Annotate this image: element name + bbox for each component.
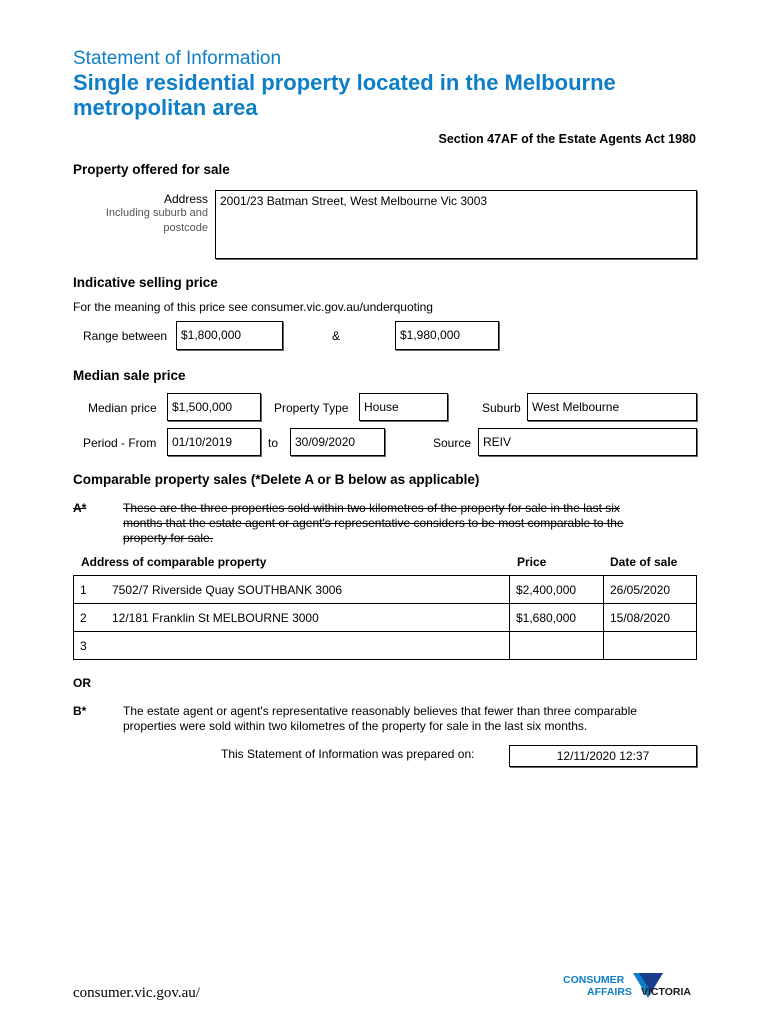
comparable-heading: Comparable property sales (*Delete A or B below as applicable) (73, 472, 480, 487)
comparable-address: 12/181 Franklin St MELBOURNE 3000 (112, 610, 319, 625)
comparable-address-cell[interactable] (74, 576, 510, 604)
table-row (74, 576, 697, 604)
option-a-line-2: months that the estate agent or agent's representative considers to be most comparable to the (123, 516, 624, 530)
address-hint-1: Including suburb and (105, 207, 208, 219)
address-hint-2: postcode (163, 222, 208, 234)
property-heading: Property offered for sale (73, 162, 230, 177)
price-low-field[interactable]: $1,800,000 (176, 321, 283, 350)
property-type-field[interactable]: House (359, 393, 448, 421)
logo-line-2: AFFAIRS (587, 986, 632, 998)
option-a-line-3: property for sale. (123, 531, 214, 545)
document-subtitle: Statement of Information (73, 48, 282, 69)
median-heading: Median sale price (73, 368, 186, 383)
option-b-text (123, 704, 637, 734)
table-row (74, 632, 697, 660)
consumer-affairs-victoria-logo (563, 970, 703, 1007)
period-to-field[interactable]: 30/09/2020 (290, 428, 385, 456)
comparable-sales-table (73, 575, 697, 660)
logo-line-3: VICTORIA (641, 986, 691, 998)
comparable-price-cell[interactable]: $1,680,000 (510, 604, 604, 632)
comparable-date-cell[interactable] (604, 632, 697, 660)
period-from-label: Period - From (83, 436, 157, 450)
logo-mark-icon (563, 970, 703, 1002)
row-number: 3 (80, 638, 87, 653)
comparable-price-cell[interactable]: $2,400,000 (510, 576, 604, 604)
median-price-field[interactable]: $1,500,000 (167, 393, 261, 421)
suburb-label: Suburb (482, 401, 521, 415)
prepared-on-label: This Statement of Information was prepared on: (221, 747, 475, 761)
source-label: Source (433, 436, 472, 450)
comparable-date-cell[interactable]: 15/08/2020 (604, 604, 697, 632)
document-title: Single residential property located in the Melbourne metropolitan area (73, 70, 616, 120)
source-field[interactable]: REIV (478, 428, 697, 456)
period-to-label: to (268, 436, 279, 450)
section-reference: Section 47AF of the Estate Agents Act 1980 (438, 132, 696, 146)
comparable-address-cell[interactable] (74, 604, 510, 632)
or-separator: OR (73, 676, 91, 690)
option-a-label: A* (73, 501, 87, 515)
comparable-price-cell[interactable] (510, 632, 604, 660)
property-type-label: Property Type (274, 401, 349, 415)
range-ampersand: & (332, 329, 341, 343)
indicative-heading: Indicative selling price (73, 275, 218, 290)
option-a-line-1: These are the three properties sold within two kilometres of the property for sale in the last six (123, 501, 620, 515)
option-a-text (123, 501, 624, 546)
row-number: 1 (80, 582, 87, 597)
table-row (74, 604, 697, 632)
comparable-date-cell[interactable]: 26/05/2020 (604, 576, 697, 604)
median-price-label: Median price (88, 401, 157, 415)
column-header-date: Date of sale (610, 555, 678, 569)
indicative-note: For the meaning of this price see consumer.vic.gov.au/underquoting (73, 300, 433, 314)
prepared-on-field[interactable]: 12/11/2020 12:37 (509, 745, 697, 767)
logo-line-1: CONSUMER (563, 974, 625, 986)
range-label: Range between (83, 329, 168, 343)
comparable-address: 7502/7 Riverside Quay SOUTHBANK 3006 (112, 582, 343, 597)
option-b-line-2: properties were sold within two kilometres of the property for sale in the last six months. (123, 719, 588, 733)
comparable-address-cell[interactable] (74, 632, 510, 660)
option-b-label: B* (73, 704, 87, 718)
column-header-address: Address of comparable property (81, 555, 267, 569)
row-number: 2 (80, 610, 87, 625)
option-b-line-1: The estate agent or agent's representative reasonably believes that fewer than three comparable (123, 704, 637, 718)
price-high-field[interactable]: $1,980,000 (395, 321, 499, 350)
suburb-field[interactable]: West Melbourne (527, 393, 697, 421)
period-from-field[interactable]: 01/10/2019 (167, 428, 261, 456)
column-header-price: Price (517, 555, 547, 569)
footer-url[interactable]: consumer.vic.gov.au/ (73, 985, 200, 1001)
address-field[interactable]: 2001/23 Batman Street, West Melbourne Vic 3003 (215, 190, 697, 259)
address-label: Address (163, 192, 208, 206)
